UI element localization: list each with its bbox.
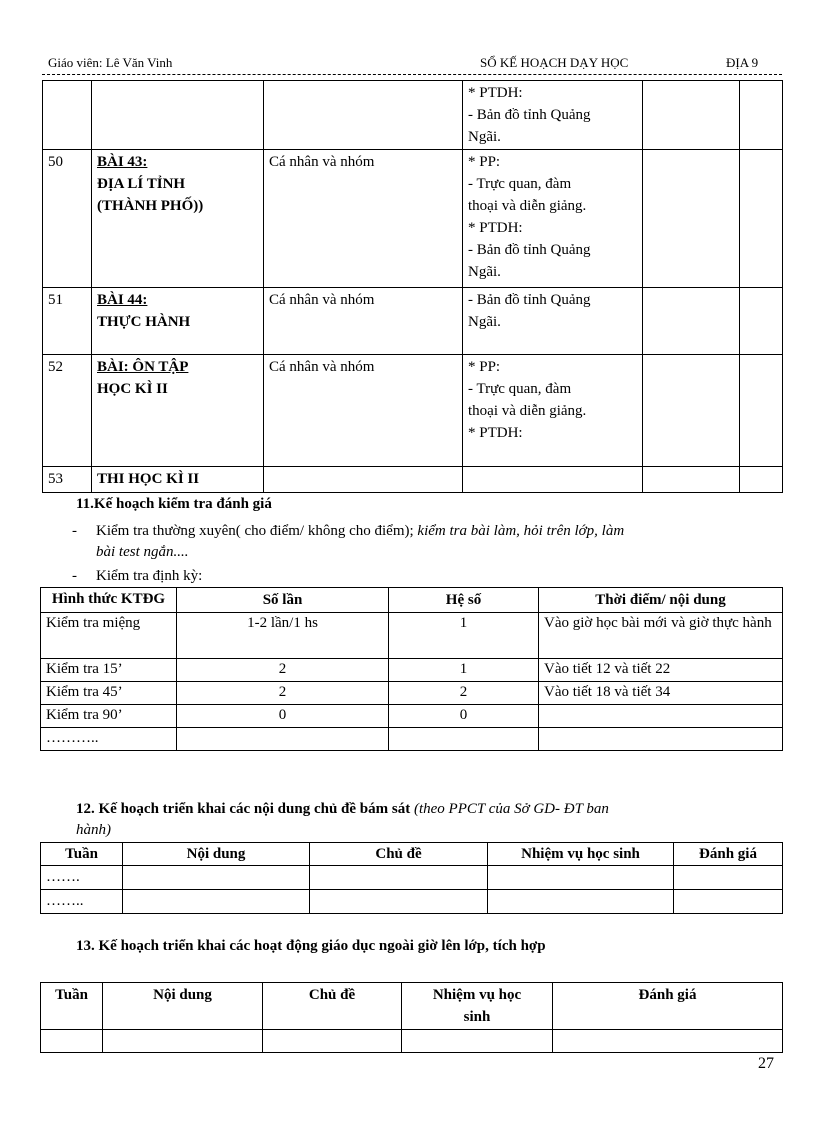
method-line: Ngãi.: [468, 314, 501, 330]
table-row: [41, 705, 783, 728]
table-cell: Vào tiết 18 và tiết 34: [539, 682, 783, 705]
table-cell: [643, 355, 740, 467]
lesson-title: [92, 81, 264, 150]
method-line: thoại và diễn giảng.: [468, 198, 587, 214]
teaching-form: Cá nhân và nhóm: [264, 288, 463, 355]
table-cell: [488, 890, 674, 914]
col-header-evaluation: Đánh giá: [674, 843, 783, 866]
col-header-week: Tuần: [41, 983, 103, 1030]
table-cell: Kiểm tra 15’: [41, 659, 177, 682]
lesson-title: [92, 150, 264, 288]
table-cell: [643, 288, 740, 355]
col-header-week: Tuần: [41, 843, 123, 866]
table-row: [41, 613, 783, 659]
col-header-form: Hình thức KTĐG: [41, 588, 177, 613]
table-cell: [740, 355, 783, 467]
table-row: [41, 659, 783, 682]
table-row: [43, 355, 783, 467]
col-header-content: Nội dung: [123, 843, 310, 866]
section-12-title: [76, 799, 776, 841]
table-cell: Kiểm tra miệng: [41, 613, 177, 659]
table-cell: …….: [41, 866, 123, 890]
lesson-title-line: BÀI 44:: [97, 292, 148, 308]
table-cell: 2: [177, 659, 389, 682]
section-12-note: (theo PPCT của Sở GD- ĐT ban: [413, 801, 609, 817]
method-line: - Trực quan, đàm: [468, 381, 572, 397]
table-cell: ………..: [41, 728, 177, 751]
table-cell: [310, 890, 488, 914]
table-cell: 0: [389, 705, 539, 728]
lesson-number: 51: [43, 288, 92, 355]
table-cell: [488, 866, 674, 890]
bullet-periodic-check: Kiểm tra định kỳ:: [96, 568, 203, 584]
table-row: [41, 890, 783, 914]
methods-cell: [463, 467, 643, 493]
dash-1: -: [72, 523, 77, 539]
header-divider: [42, 74, 782, 75]
table-row: [41, 728, 783, 751]
bullet-regular-check: [96, 521, 776, 563]
table-row: [43, 81, 783, 150]
table-cell: [402, 1030, 553, 1053]
bullet-regular-check-italic: kiểm tra bài làm, hỏi trên lớp, làm: [417, 523, 625, 539]
table-cell: [123, 866, 310, 890]
table-cell: [553, 1030, 783, 1053]
col-header-times: Số lần: [177, 588, 389, 613]
table-cell: [41, 1030, 103, 1053]
col-header-topic: Chủ đề: [310, 843, 488, 866]
bullet-regular-check-italic-cont: bài test ngắn....: [96, 544, 189, 560]
methods-cell: [463, 150, 643, 288]
col-header-time-content: Thời điểm/ nội dung: [539, 588, 783, 613]
method-line: - Bản đồ tỉnh Quảng: [468, 292, 591, 308]
col-header-evaluation: Đánh giá: [553, 983, 783, 1030]
col-header-content: Nội dung: [103, 983, 263, 1030]
lesson-title-line: HỌC KÌ II: [97, 381, 168, 397]
table-cell: [103, 1030, 263, 1053]
method-line: * PP:: [468, 154, 501, 170]
table-cell: [643, 150, 740, 288]
table-row: [43, 467, 783, 493]
lesson-title: [92, 467, 264, 493]
table-cell: [123, 890, 310, 914]
table-cell: [643, 467, 740, 493]
table-row: [43, 288, 783, 355]
table-cell: 2: [177, 682, 389, 705]
table-cell: 2: [389, 682, 539, 705]
table-cell: [389, 728, 539, 751]
dash-2: -: [72, 568, 77, 584]
table-cell: 1: [389, 659, 539, 682]
lesson-number: 52: [43, 355, 92, 467]
table-cell: ……..: [41, 890, 123, 914]
lesson-title-line: BÀI 43:: [97, 154, 148, 170]
table-cell: [310, 866, 488, 890]
bullet-regular-check-text: Kiểm tra thường xuyên( cho điểm/ không cho điểm);: [96, 523, 418, 539]
lesson-title: [92, 355, 264, 467]
table-cell: [177, 728, 389, 751]
section-12-note-cont: hành): [76, 822, 111, 838]
subject-label: ĐỊA 9: [726, 55, 759, 70]
lesson-title-line: BÀI: ÔN TẬP: [97, 359, 189, 375]
table-cell: Kiểm tra 45’: [41, 682, 177, 705]
lesson-title-line: ĐỊA LÍ TỈNH: [97, 176, 186, 192]
col-header-student-task: Nhiệm vụ học sinh: [402, 983, 553, 1030]
table-cell: 0: [177, 705, 389, 728]
method-line: * PP:: [468, 359, 501, 375]
table-cell: 1-2 lần/1 hs: [177, 613, 389, 659]
section-13-title: 13. Kế hoạch triển khai các hoạt động giáo dục ngoài giờ lên lớp, tích hợp: [76, 938, 546, 954]
teaching-form: Cá nhân và nhóm: [264, 355, 463, 467]
table-cell: [740, 467, 783, 493]
lesson-title-line: THI HỌC KÌ II: [97, 471, 200, 487]
lesson-title-line: THỰC HÀNH: [97, 314, 191, 330]
table-cell: Vào tiết 12 và tiết 22: [539, 659, 783, 682]
method-line: Ngãi.: [468, 264, 501, 280]
method-line: - Bản đồ tỉnh Quảng: [468, 242, 591, 258]
col-header-student-task: Nhiệm vụ học sinh: [488, 843, 674, 866]
section-11-title: 11.Kế hoạch kiểm tra đánh giá: [76, 496, 272, 512]
methods-cell: [463, 355, 643, 467]
assessment-table: [40, 587, 783, 751]
table-cell: [740, 150, 783, 288]
col-header-topic: Chủ đề: [263, 983, 402, 1030]
lesson-number: 50: [43, 150, 92, 288]
method-line: - Bản đồ tỉnh Quảng: [468, 107, 591, 123]
lesson-title: [92, 288, 264, 355]
method-line: - Trực quan, đàm: [468, 176, 572, 192]
table-cell: [539, 705, 783, 728]
methods-cell: [463, 81, 643, 150]
table-cell: [674, 890, 783, 914]
methods-cell: [463, 288, 643, 355]
table-cell: [263, 1030, 402, 1053]
teaching-form: [264, 81, 463, 150]
section-12-title-text: 12. Kế hoạch triển khai các nội dung chủ đề bám sát: [76, 801, 414, 817]
table-cell: [674, 866, 783, 890]
book-title: SỔ KẾ HOẠCH DẠY HỌC: [480, 55, 629, 70]
table-cell: Vào giờ học bài mới và giờ thực hành: [539, 613, 783, 659]
extracurricular-table: [40, 982, 783, 1053]
table-cell: [740, 288, 783, 355]
teaching-form: [264, 467, 463, 493]
table-row: [41, 866, 783, 890]
table-row: [43, 150, 783, 288]
table-row: [41, 682, 783, 705]
teacher-name: Giáo viên: Lê Văn Vinh: [48, 55, 173, 70]
table-cell: Kiểm tra 90’: [41, 705, 177, 728]
table-cell: [539, 728, 783, 751]
method-line: Ngãi.: [468, 129, 501, 145]
topic-plan-table: [40, 842, 783, 914]
table-cell: 1: [389, 613, 539, 659]
method-line: thoại và diễn giảng.: [468, 403, 587, 419]
col-header-coefficient: Hệ số: [389, 588, 539, 613]
method-line: * PTDH:: [468, 220, 523, 236]
lesson-title-line: (THÀNH PHỐ)): [97, 198, 204, 214]
teaching-form: Cá nhân và nhóm: [264, 150, 463, 288]
page-number: 27: [758, 1055, 774, 1072]
method-line: * PTDH:: [468, 85, 523, 101]
lesson-number: [43, 81, 92, 150]
table-cell: [643, 81, 740, 150]
lesson-number: 53: [43, 467, 92, 493]
lesson-plan-table: [42, 80, 783, 493]
method-line: * PTDH:: [468, 425, 523, 441]
table-cell: [740, 81, 783, 150]
